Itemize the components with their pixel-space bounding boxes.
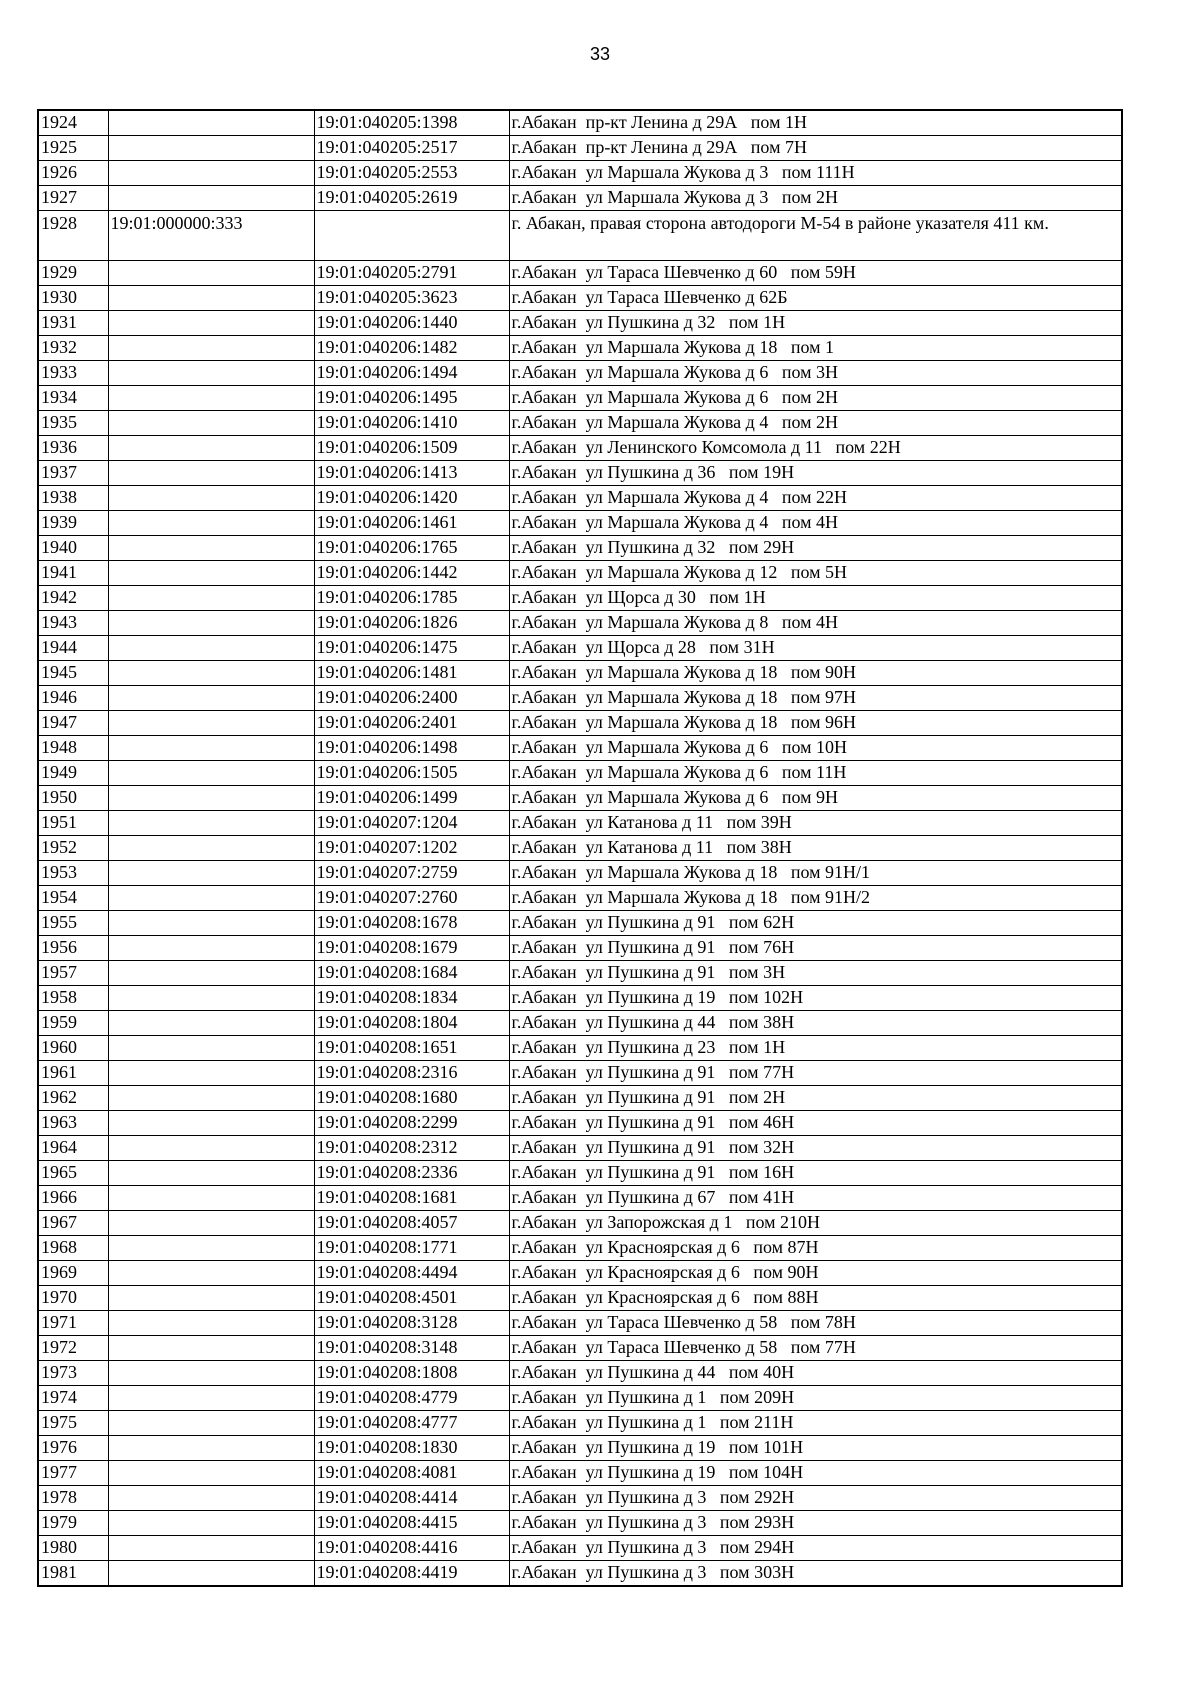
object-cadastral-number-cell: 19:01:040206:1499: [314, 786, 509, 811]
cadastral-number-cell: [108, 1311, 314, 1336]
address-cell: г.Абакан ул Маршала Жукова д 12 пом 5Н: [509, 561, 1122, 586]
address-cell: г.Абакан ул Пушкина д 91 пом 2Н: [509, 1086, 1122, 1111]
row-number-cell: 1949: [38, 761, 108, 786]
cadastral-number-cell: [108, 911, 314, 936]
table-row: [38, 386, 1122, 411]
row-number-cell: 1964: [38, 1136, 108, 1161]
address-cell: г.Абакан ул Тараса Шевченко д 58 пом 78Н: [509, 1311, 1122, 1336]
table-row: [38, 1411, 1122, 1436]
cadastral-number-cell: 19:01:000000:333: [108, 211, 314, 261]
row-number-cell: 1951: [38, 811, 108, 836]
address-cell: г.Абакан ул Маршала Жукова д 6 пом 11Н: [509, 761, 1122, 786]
cadastral-number-cell: [108, 1336, 314, 1361]
table-row: [38, 886, 1122, 911]
object-cadastral-number-cell: 19:01:040208:1651: [314, 1036, 509, 1061]
table-row: [38, 1461, 1122, 1486]
object-cadastral-number-cell: 19:01:040206:2401: [314, 711, 509, 736]
object-cadastral-number-cell: 19:01:040208:4416: [314, 1536, 509, 1561]
cadastral-number-cell: [108, 436, 314, 461]
address-cell: г. Абакан, правая сторона автодороги М-54 в районе указателя 411 км.: [509, 211, 1122, 261]
object-cadastral-number-cell: 19:01:040207:1202: [314, 836, 509, 861]
cadastral-number-cell: [108, 1461, 314, 1486]
object-cadastral-number-cell: 19:01:040208:4419: [314, 1561, 509, 1587]
table-row: [38, 1536, 1122, 1561]
object-cadastral-number-cell: 19:01:040206:2400: [314, 686, 509, 711]
address-cell: г.Абакан ул Катанова д 11 пом 39Н: [509, 811, 1122, 836]
cadastral-number-cell: [108, 961, 314, 986]
object-cadastral-number-cell: 19:01:040208:3128: [314, 1311, 509, 1336]
row-number-cell: 1950: [38, 786, 108, 811]
table-row: [38, 1011, 1122, 1036]
table-row: [38, 1036, 1122, 1061]
object-cadastral-number-cell: 19:01:040208:4777: [314, 1411, 509, 1436]
address-cell: г.Абакан ул Пушкина д 91 пом 76Н: [509, 936, 1122, 961]
table-row: [38, 636, 1122, 661]
cadastral-number-cell: [108, 1386, 314, 1411]
address-cell: г.Абакан пр-кт Ленина д 29А пом 1Н: [509, 110, 1122, 136]
address-cell: г.Абакан ул Красноярская д 6 пом 88Н: [509, 1286, 1122, 1311]
cadastral-number-cell: [108, 861, 314, 886]
object-cadastral-number-cell: 19:01:040206:1509: [314, 436, 509, 461]
object-cadastral-number-cell: 19:01:040208:1804: [314, 1011, 509, 1036]
row-number-cell: 1944: [38, 636, 108, 661]
cadastral-number-cell: [108, 1011, 314, 1036]
object-cadastral-number-cell: 19:01:040206:1461: [314, 511, 509, 536]
cadastral-number-cell: [108, 936, 314, 961]
table-row: [38, 1286, 1122, 1311]
cadastral-number-cell: [108, 411, 314, 436]
table-row: [38, 1111, 1122, 1136]
table-row: [38, 511, 1122, 536]
row-number-cell: 1946: [38, 686, 108, 711]
row-number-cell: 1979: [38, 1511, 108, 1536]
object-cadastral-number-cell: 19:01:040208:2336: [314, 1161, 509, 1186]
cadastral-number-cell: [108, 1086, 314, 1111]
row-number-cell: 1981: [38, 1561, 108, 1587]
address-cell: г.Абакан ул Маршала Жукова д 4 пом 2Н: [509, 411, 1122, 436]
object-cadastral-number-cell: 19:01:040208:4415: [314, 1511, 509, 1536]
cadastral-number-cell: [108, 1361, 314, 1386]
address-cell: г.Абакан ул Маршала Жукова д 4 пом 4Н: [509, 511, 1122, 536]
table-row: [38, 436, 1122, 461]
row-number-cell: 1977: [38, 1461, 108, 1486]
address-cell: г.Абакан ул Пушкина д 91 пом 16Н: [509, 1161, 1122, 1186]
cadastral-number-cell: [108, 886, 314, 911]
row-number-cell: 1929: [38, 261, 108, 286]
address-cell: г.Абакан ул Катанова д 11 пом 38Н: [509, 836, 1122, 861]
object-cadastral-number-cell: 19:01:040208:1808: [314, 1361, 509, 1386]
cadastral-number-cell: [108, 1211, 314, 1236]
object-cadastral-number-cell: 19:01:040208:4081: [314, 1461, 509, 1486]
address-cell: г.Абакан ул Пушкина д 32 пом 29Н: [509, 536, 1122, 561]
table-row: [38, 1136, 1122, 1161]
row-number-cell: 1943: [38, 611, 108, 636]
registry-table: [37, 109, 1123, 1587]
cadastral-number-cell: [108, 1036, 314, 1061]
object-cadastral-number-cell: 19:01:040206:1440: [314, 311, 509, 336]
table-row: [38, 261, 1122, 286]
row-number-cell: 1934: [38, 386, 108, 411]
address-cell: г.Абакан ул Маршала Жукова д 18 пом 90Н: [509, 661, 1122, 686]
row-number-cell: 1938: [38, 486, 108, 511]
table-row: [38, 686, 1122, 711]
address-cell: г.Абакан ул Маршала Жукова д 6 пом 3Н: [509, 361, 1122, 386]
cadastral-number-cell: [108, 536, 314, 561]
row-number-cell: 1963: [38, 1111, 108, 1136]
object-cadastral-number-cell: 19:01:040205:3623: [314, 286, 509, 311]
object-cadastral-number-cell: 19:01:040206:1505: [314, 761, 509, 786]
cadastral-number-cell: [108, 761, 314, 786]
row-number-cell: 1961: [38, 1061, 108, 1086]
address-cell: г.Абакан ул Пушкина д 44 пом 40Н: [509, 1361, 1122, 1386]
object-cadastral-number-cell: 19:01:040206:1495: [314, 386, 509, 411]
row-number-cell: 1965: [38, 1161, 108, 1186]
table-row: [38, 611, 1122, 636]
cadastral-number-cell: [108, 1111, 314, 1136]
address-cell: г.Абакан ул Пушкина д 91 пом 46Н: [509, 1111, 1122, 1136]
table-row: [38, 161, 1122, 186]
object-cadastral-number-cell: 19:01:040206:1785: [314, 586, 509, 611]
address-cell: г.Абакан ул Пушкина д 32 пом 1Н: [509, 311, 1122, 336]
table-row: [38, 1511, 1122, 1536]
table-row: [38, 1211, 1122, 1236]
object-cadastral-number-cell: 19:01:040206:1420: [314, 486, 509, 511]
row-number-cell: 1940: [38, 536, 108, 561]
address-cell: г.Абакан ул Маршала Жукова д 3 пом 111Н: [509, 161, 1122, 186]
cadastral-number-cell: [108, 311, 314, 336]
address-cell: г.Абакан ул Пушкина д 23 пом 1Н: [509, 1036, 1122, 1061]
page-number: 33: [589, 44, 611, 64]
cadastral-number-cell: [108, 336, 314, 361]
table-row: [38, 311, 1122, 336]
address-cell: г.Абакан ул Маршала Жукова д 18 пом 97Н: [509, 686, 1122, 711]
table-row: [38, 1561, 1122, 1587]
cadastral-number-cell: [108, 986, 314, 1011]
cadastral-number-cell: [108, 811, 314, 836]
table-row: [38, 761, 1122, 786]
row-number-cell: 1960: [38, 1036, 108, 1061]
address-cell: г.Абакан ул Пушкина д 1 пом 211Н: [509, 1411, 1122, 1436]
row-number-cell: 1947: [38, 711, 108, 736]
cadastral-number-cell: [108, 1561, 314, 1587]
table-row: [38, 786, 1122, 811]
cadastral-number-cell: [108, 1186, 314, 1211]
table-row: [38, 1386, 1122, 1411]
cadastral-number-cell: [108, 636, 314, 661]
object-cadastral-number-cell: 19:01:040205:2619: [314, 186, 509, 211]
row-number-cell: 1939: [38, 511, 108, 536]
cadastral-number-cell: [108, 711, 314, 736]
row-number-cell: 1969: [38, 1261, 108, 1286]
address-cell: г.Абакан ул Щорса д 28 пом 31Н: [509, 636, 1122, 661]
object-cadastral-number-cell: 19:01:040206:1826: [314, 611, 509, 636]
row-number-cell: 1924: [38, 110, 108, 136]
address-cell: г.Абакан ул Пушкина д 19 пом 102Н: [509, 986, 1122, 1011]
address-cell: г.Абакан ул Пушкина д 67 пом 41Н: [509, 1186, 1122, 1211]
address-cell: г.Абакан ул Маршала Жукова д 6 пом 9Н: [509, 786, 1122, 811]
object-cadastral-number-cell: 19:01:040206:1482: [314, 336, 509, 361]
cadastral-number-cell: [108, 1536, 314, 1561]
address-cell: г.Абакан ул Маршала Жукова д 4 пом 22Н: [509, 486, 1122, 511]
address-cell: г.Абакан ул Пушкина д 91 пом 3Н: [509, 961, 1122, 986]
table-row: [38, 561, 1122, 586]
table-row: [38, 1086, 1122, 1111]
address-cell: г.Абакан ул Красноярская д 6 пом 90Н: [509, 1261, 1122, 1286]
table-row: [38, 1061, 1122, 1086]
table-row: [38, 136, 1122, 161]
row-number-cell: 1942: [38, 586, 108, 611]
cadastral-number-cell: [108, 786, 314, 811]
row-number-cell: 1958: [38, 986, 108, 1011]
table-row: [38, 861, 1122, 886]
table-row: [38, 1311, 1122, 1336]
cadastral-number-cell: [108, 286, 314, 311]
object-cadastral-number-cell: 19:01:040205:1398: [314, 110, 509, 136]
table-row: [38, 211, 1122, 261]
cadastral-number-cell: [108, 486, 314, 511]
row-number-cell: 1967: [38, 1211, 108, 1236]
row-number-cell: 1980: [38, 1536, 108, 1561]
address-cell: г.Абакан ул Пушкина д 3 пом 294Н: [509, 1536, 1122, 1561]
address-cell: г.Абакан ул Пушкина д 91 пом 62Н: [509, 911, 1122, 936]
row-number-cell: 1952: [38, 836, 108, 861]
table-row: [38, 936, 1122, 961]
table-row: [38, 1436, 1122, 1461]
address-cell: г.Абакан пр-кт Ленина д 29А пом 7Н: [509, 136, 1122, 161]
cadastral-number-cell: [108, 110, 314, 136]
cadastral-number-cell: [108, 1161, 314, 1186]
object-cadastral-number-cell: 19:01:040208:1679: [314, 936, 509, 961]
cadastral-number-cell: [108, 1261, 314, 1286]
address-cell: г.Абакан ул Тараса Шевченко д 60 пом 59Н: [509, 261, 1122, 286]
table-row: [38, 811, 1122, 836]
cadastral-number-cell: [108, 1511, 314, 1536]
address-cell: г.Абакан ул Маршала Жукова д 18 пом 1: [509, 336, 1122, 361]
object-cadastral-number-cell: 19:01:040208:1681: [314, 1186, 509, 1211]
row-number-cell: 1953: [38, 861, 108, 886]
row-number-cell: 1930: [38, 286, 108, 311]
object-cadastral-number-cell: 19:01:040208:2316: [314, 1061, 509, 1086]
row-number-cell: 1928: [38, 211, 108, 261]
cadastral-number-cell: [108, 186, 314, 211]
address-cell: г.Абакан ул Маршала Жукова д 18 пом 91Н/1: [509, 861, 1122, 886]
table-row: [38, 711, 1122, 736]
table-row: [38, 1236, 1122, 1261]
object-cadastral-number-cell: 19:01:040208:1684: [314, 961, 509, 986]
row-number-cell: 1948: [38, 736, 108, 761]
row-number-cell: 1978: [38, 1486, 108, 1511]
table-row: [38, 461, 1122, 486]
row-number-cell: 1932: [38, 336, 108, 361]
object-cadastral-number-cell: 19:01:040208:2312: [314, 1136, 509, 1161]
object-cadastral-number-cell: 19:01:040208:3148: [314, 1336, 509, 1361]
cadastral-number-cell: [108, 1136, 314, 1161]
address-cell: г.Абакан ул Пушкина д 91 пом 77Н: [509, 1061, 1122, 1086]
table-row: [38, 961, 1122, 986]
table-row: [38, 1486, 1122, 1511]
object-cadastral-number-cell: 19:01:040206:1498: [314, 736, 509, 761]
object-cadastral-number-cell: 19:01:040207:2760: [314, 886, 509, 911]
row-number-cell: 1931: [38, 311, 108, 336]
row-number-cell: 1956: [38, 936, 108, 961]
cadastral-number-cell: [108, 1486, 314, 1511]
cadastral-number-cell: [108, 686, 314, 711]
cadastral-number-cell: [108, 1236, 314, 1261]
cadastral-number-cell: [108, 836, 314, 861]
address-cell: г.Абакан ул Тараса Шевченко д 58 пом 77Н: [509, 1336, 1122, 1361]
row-number-cell: 1941: [38, 561, 108, 586]
object-cadastral-number-cell: 19:01:040206:1475: [314, 636, 509, 661]
object-cadastral-number-cell: 19:01:040207:2759: [314, 861, 509, 886]
address-cell: г.Абакан ул Ленинского Комсомола д 11 пом 22Н: [509, 436, 1122, 461]
row-number-cell: 1959: [38, 1011, 108, 1036]
table-row: [38, 411, 1122, 436]
table-row: [38, 361, 1122, 386]
address-cell: г.Абакан ул Пушкина д 19 пом 101Н: [509, 1436, 1122, 1461]
object-cadastral-number-cell: 19:01:040206:1494: [314, 361, 509, 386]
table-row: [38, 186, 1122, 211]
cadastral-number-cell: [108, 461, 314, 486]
row-number-cell: 1962: [38, 1086, 108, 1111]
cadastral-number-cell: [108, 161, 314, 186]
address-cell: г.Абакан ул Пушкина д 1 пом 209Н: [509, 1386, 1122, 1411]
object-cadastral-number-cell: 19:01:040208:4057: [314, 1211, 509, 1236]
row-number-cell: 1970: [38, 1286, 108, 1311]
object-cadastral-number-cell: 19:01:040205:2791: [314, 261, 509, 286]
address-cell: г.Абакан ул Красноярская д 6 пом 87Н: [509, 1236, 1122, 1261]
table-row: [38, 736, 1122, 761]
cadastral-number-cell: [108, 661, 314, 686]
row-number-cell: 1957: [38, 961, 108, 986]
row-number-cell: 1954: [38, 886, 108, 911]
table-row: [38, 1336, 1122, 1361]
object-cadastral-number-cell: 19:01:040208:1830: [314, 1436, 509, 1461]
object-cadastral-number-cell: 19:01:040206:1481: [314, 661, 509, 686]
row-number-cell: 1933: [38, 361, 108, 386]
row-number-cell: 1972: [38, 1336, 108, 1361]
address-cell: г.Абакан ул Пушкина д 3 пом 292Н: [509, 1486, 1122, 1511]
table-row: [38, 536, 1122, 561]
object-cadastral-number-cell: 19:01:040208:4779: [314, 1386, 509, 1411]
object-cadastral-number-cell: 19:01:040208:4414: [314, 1486, 509, 1511]
row-number-cell: 1945: [38, 661, 108, 686]
cadastral-number-cell: [108, 586, 314, 611]
row-number-cell: 1976: [38, 1436, 108, 1461]
table-row: [38, 586, 1122, 611]
address-cell: г.Абакан ул Пушкина д 3 пом 293Н: [509, 1511, 1122, 1536]
row-number-cell: 1971: [38, 1311, 108, 1336]
object-cadastral-number-cell: 19:01:040205:2553: [314, 161, 509, 186]
row-number-cell: 1937: [38, 461, 108, 486]
table-row: [38, 486, 1122, 511]
table-row: [38, 1261, 1122, 1286]
cadastral-number-cell: [108, 1411, 314, 1436]
address-cell: г.Абакан ул Тараса Шевченко д 62Б: [509, 286, 1122, 311]
cadastral-number-cell: [108, 561, 314, 586]
address-cell: г.Абакан ул Пушкина д 44 пом 38Н: [509, 1011, 1122, 1036]
row-number-cell: 1974: [38, 1386, 108, 1411]
object-cadastral-number-cell: 19:01:040208:1771: [314, 1236, 509, 1261]
address-cell: г.Абакан ул Маршала Жукова д 6 пом 2Н: [509, 386, 1122, 411]
cadastral-number-cell: [108, 611, 314, 636]
row-number-cell: 1973: [38, 1361, 108, 1386]
address-cell: г.Абакан ул Щорса д 30 пом 1Н: [509, 586, 1122, 611]
object-cadastral-number-cell: 19:01:040208:1834: [314, 986, 509, 1011]
object-cadastral-number-cell: 19:01:040206:1765: [314, 536, 509, 561]
object-cadastral-number-cell: [314, 211, 509, 261]
row-number-cell: 1935: [38, 411, 108, 436]
row-number-cell: 1927: [38, 186, 108, 211]
registry-table-body: [38, 110, 1122, 1586]
row-number-cell: 1925: [38, 136, 108, 161]
cadastral-number-cell: [108, 736, 314, 761]
table-row: [38, 911, 1122, 936]
address-cell: г.Абакан ул Пушкина д 3 пом 303Н: [509, 1561, 1122, 1587]
cadastral-number-cell: [108, 386, 314, 411]
object-cadastral-number-cell: 19:01:040208:1680: [314, 1086, 509, 1111]
table-row: [38, 1161, 1122, 1186]
cadastral-number-cell: [108, 361, 314, 386]
object-cadastral-number-cell: 19:01:040206:1442: [314, 561, 509, 586]
cadastral-number-cell: [108, 136, 314, 161]
row-number-cell: 1926: [38, 161, 108, 186]
row-number-cell: 1968: [38, 1236, 108, 1261]
cadastral-number-cell: [108, 1436, 314, 1461]
row-number-cell: 1955: [38, 911, 108, 936]
object-cadastral-number-cell: 19:01:040208:4494: [314, 1261, 509, 1286]
address-cell: г.Абакан ул Пушкина д 36 пом 19Н: [509, 461, 1122, 486]
table-row: [38, 661, 1122, 686]
object-cadastral-number-cell: 19:01:040208:1678: [314, 911, 509, 936]
address-cell: г.Абакан ул Маршала Жукова д 6 пом 10Н: [509, 736, 1122, 761]
row-number-cell: 1975: [38, 1411, 108, 1436]
cadastral-number-cell: [108, 1286, 314, 1311]
cadastral-number-cell: [108, 511, 314, 536]
address-cell: г.Абакан ул Пушкина д 91 пом 32Н: [509, 1136, 1122, 1161]
table-row: [38, 986, 1122, 1011]
object-cadastral-number-cell: 19:01:040208:2299: [314, 1111, 509, 1136]
address-cell: г.Абакан ул Пушкина д 19 пом 104Н: [509, 1461, 1122, 1486]
address-cell: г.Абакан ул Маршала Жукова д 8 пом 4Н: [509, 611, 1122, 636]
cadastral-number-cell: [108, 1061, 314, 1086]
row-number-cell: 1966: [38, 1186, 108, 1211]
address-cell: г.Абакан ул Маршала Жукова д 18 пом 91Н/2: [509, 886, 1122, 911]
address-cell: г.Абакан ул Маршала Жукова д 18 пом 96Н: [509, 711, 1122, 736]
object-cadastral-number-cell: 19:01:040205:2517: [314, 136, 509, 161]
table-row: [38, 336, 1122, 361]
table-row: [38, 1186, 1122, 1211]
object-cadastral-number-cell: 19:01:040207:1204: [314, 811, 509, 836]
address-cell: г.Абакан ул Маршала Жукова д 3 пом 2Н: [509, 186, 1122, 211]
object-cadastral-number-cell: 19:01:040206:1410: [314, 411, 509, 436]
table-row: [38, 286, 1122, 311]
row-number-cell: 1936: [38, 436, 108, 461]
table-row: [38, 836, 1122, 861]
cadastral-number-cell: [108, 261, 314, 286]
table-row: [38, 1361, 1122, 1386]
address-cell: г.Абакан ул Запорожская д 1 пом 210Н: [509, 1211, 1122, 1236]
object-cadastral-number-cell: 19:01:040206:1413: [314, 461, 509, 486]
object-cadastral-number-cell: 19:01:040208:4501: [314, 1286, 509, 1311]
table-row: [38, 110, 1122, 136]
